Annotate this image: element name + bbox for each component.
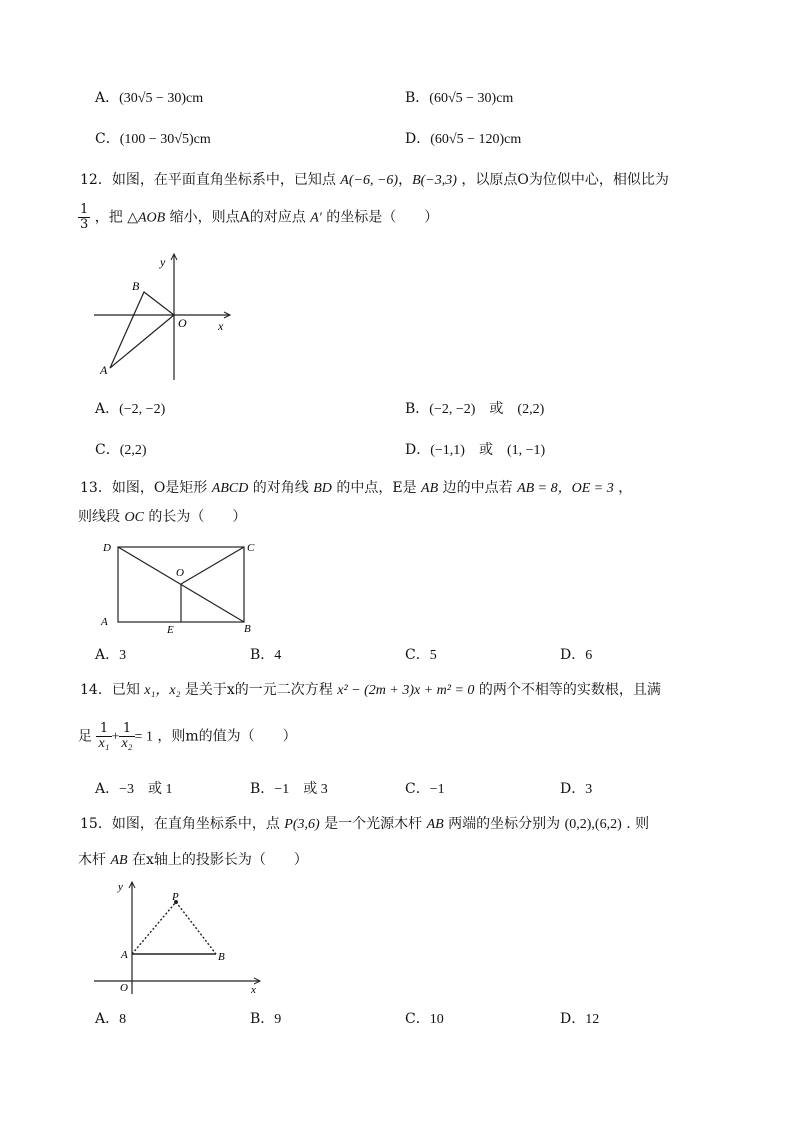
q12-option-c: C．(2,2) [95,442,147,458]
q13-option-a: A．3 [95,647,127,663]
q11-option-a: A．(30√5 − 30)cm [95,90,204,106]
q13-label-d: D [103,542,111,554]
q13-option-d: D．6 [560,647,593,663]
q12-option-a: A．(−2, −2) [95,401,166,417]
q15-option-c: C．10 [405,1011,444,1027]
q14-fraction-2: $\frac{1}{\text{x₂}}$ [121,721,133,751]
q11-option-d: D．(60√5 − 120)cm [405,131,522,147]
q14-stem-line1: 14．已知 x₁，x₂ 是关于x的一元二次方程 x² − (2m + 3)x + m² = 0 的两个不相等的实数根，且满 [80,682,661,698]
q15-label-p: P [172,891,179,903]
q12-option-d: D．(−1,1) 或 (1, −1) [405,442,546,458]
q12-label-o: O [178,316,187,330]
q12-label-y: y [160,255,166,269]
q15-light-ray-pa [132,902,176,954]
q13-label-a: A [101,616,108,628]
q14-option-b: B．−1 或 3 [250,781,328,797]
q12-label-a: A [100,363,108,377]
q15-stem-line2: 木杆 AB 在x轴上的投影长为（ ） [78,852,308,868]
q12-label-x: x [218,319,224,333]
q12-ratio-fraction: $\frac{1}{3}$ [80,202,89,232]
q15-coordinate-figure [90,876,270,998]
q15-option-d: D．12 [560,1011,600,1027]
q11-option-c: C．(100 − 30√5)cm [95,131,211,147]
q13-label-b: B [244,623,251,635]
q13-stem-line1: 13．如图，O是矩形 ABCD 的对角线 BD 的中点，E是 AB 边的中点若 AB = 8，OE = 3 ， [80,480,633,496]
q12-stem-line2: $\frac{1}{3}$ ，把 △AOB 缩小，则点A的对应点 A′ 的坐标是（ ） [80,202,439,232]
q14-stem-line2: 足 $\frac{1}{\text{x₁}}$ + $\frac{1}{\text{x₂}}$ = 1 ，则m的值为（ ） [78,721,297,751]
q14-option-d: D．3 [560,781,593,797]
q13-rectangle-figure [96,538,266,636]
q15-label-x: x [251,984,256,996]
q15-option-b: B．9 [250,1011,282,1027]
q12-coordinate-figure [88,250,248,385]
q12-label-b: B [132,279,140,293]
q15-option-a: A．8 [95,1011,127,1027]
q14-option-c: C．−1 [405,781,445,797]
q13-label-o: O [176,567,184,579]
q14-option-a: A．−3 或 1 [95,781,173,797]
q14-fraction-1: $\frac{1}{\text{x₁}}$ [98,721,110,751]
q13-label-c: C [247,542,255,554]
q12-stem-line1: 12．如图，在平面直角坐标系中，已知点 A(−6, −6)，B(−3,3) ，以原点O为位似中心，相似比为 [80,172,669,188]
q15-stem-line1: 15．如图，在直角坐标系中，点 P(3,6) 是一个光源木杆 AB 两端的坐标分别为 (0,2),(6,2) . 则 [80,816,650,832]
q15-light-ray-pb [176,902,216,954]
q12-triangle-aob [110,292,174,368]
q15-label-y: y [118,881,123,893]
q13-segment-oc [181,547,244,584]
q13-option-c: C．5 [405,647,437,663]
q13-label-e: E [167,624,174,636]
q15-label-a: A [121,949,128,961]
q12-option-b: B．(−2, −2) 或 (2,2) [405,401,545,417]
q11-option-b: B．(60√5 − 30)cm [405,90,514,106]
q13-option-b: B．4 [250,647,282,663]
q15-label-o: O [120,982,128,994]
q15-label-b: B [218,951,225,963]
q13-stem-line2: 则线段 OC 的长为（ ） [78,509,247,525]
